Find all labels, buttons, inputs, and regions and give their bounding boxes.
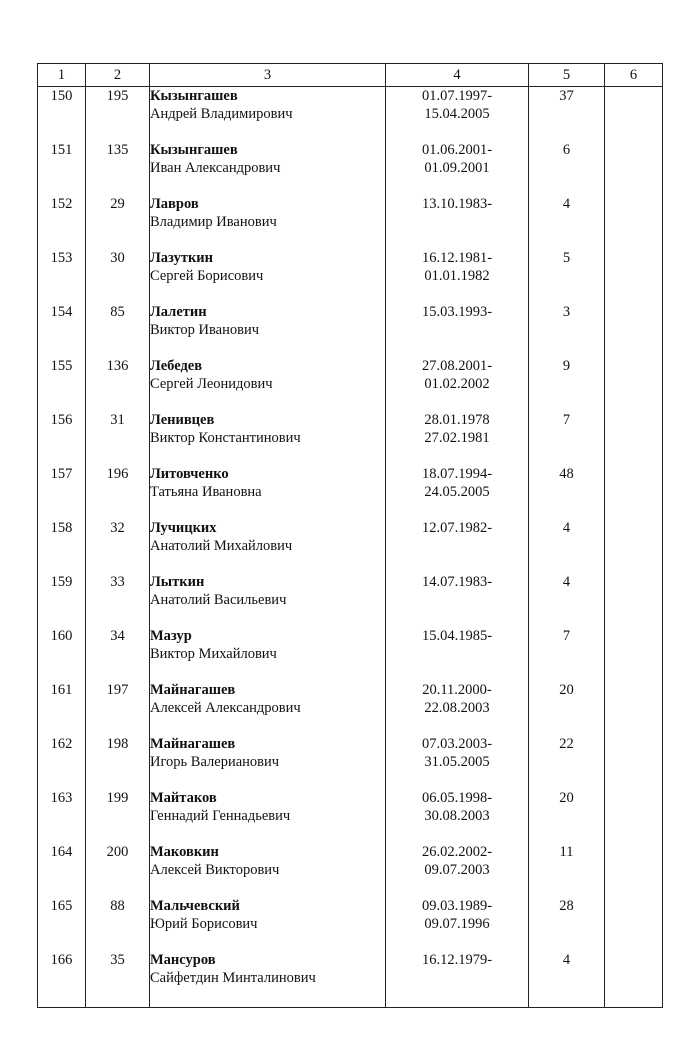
date-to: 31.05.2005 (424, 753, 490, 770)
period-cell (386, 303, 529, 357)
period-cell (386, 789, 529, 843)
date-to: 09.07.1996 (424, 915, 490, 932)
row-number: 166 (38, 951, 86, 1008)
surname: Мальчевский (150, 897, 240, 914)
person-cell (150, 735, 386, 789)
date-from: 15.04.1985- (421, 627, 493, 644)
note-cell (605, 519, 663, 573)
column-header-3: 3 (150, 64, 386, 87)
value-cell: 20 (529, 681, 605, 735)
note-cell (605, 735, 663, 789)
person-cell (150, 465, 386, 519)
table-row (38, 249, 663, 303)
person-cell (150, 951, 386, 1008)
given-names: Геннадий Геннадьевич (150, 807, 291, 824)
record-id: 196 (86, 465, 150, 519)
record-id: 30 (86, 249, 150, 303)
period-cell (386, 951, 529, 1008)
date-to: 01.09.2001 (424, 159, 490, 176)
table-row (38, 897, 663, 951)
value-cell: 7 (529, 411, 605, 465)
note-cell (605, 843, 663, 897)
row-number: 162 (38, 735, 86, 789)
row-number: 164 (38, 843, 86, 897)
person-cell (150, 303, 386, 357)
value-cell: 7 (529, 627, 605, 681)
record-id: 33 (86, 573, 150, 627)
surname: Лалетин (150, 303, 207, 320)
table-row (38, 573, 663, 627)
record-id: 85 (86, 303, 150, 357)
surname: Лебедев (150, 357, 203, 374)
value-cell: 11 (529, 843, 605, 897)
record-id: 200 (86, 843, 150, 897)
date-from: 14.07.1983- (421, 573, 493, 590)
date-from: 20.11.2000- (422, 681, 492, 698)
row-number: 165 (38, 897, 86, 951)
note-cell (605, 195, 663, 249)
note-cell (605, 357, 663, 411)
date-from: 18.07.1994- (421, 465, 493, 482)
value-cell: 4 (529, 195, 605, 249)
value-cell: 4 (529, 519, 605, 573)
column-header-6: 6 (605, 64, 663, 87)
value-cell: 3 (529, 303, 605, 357)
period-cell (386, 573, 529, 627)
value-cell: 4 (529, 951, 605, 1008)
value-cell: 48 (529, 465, 605, 519)
row-number: 163 (38, 789, 86, 843)
row-number: 159 (38, 573, 86, 627)
period-cell (386, 735, 529, 789)
given-names: Владимир Иванович (150, 213, 277, 230)
row-number: 158 (38, 519, 86, 573)
period-cell (386, 519, 529, 573)
value-cell: 28 (529, 897, 605, 951)
person-cell (150, 681, 386, 735)
date-to: 27.02.1981 (424, 429, 490, 446)
given-names: Виктор Иванович (150, 321, 260, 338)
row-number: 150 (38, 87, 86, 141)
person-cell (150, 573, 386, 627)
record-id: 197 (86, 681, 150, 735)
date-from: 09.03.1989- (421, 897, 493, 914)
surname: Ленивцев (150, 411, 215, 428)
value-cell: 5 (529, 249, 605, 303)
table-row (38, 519, 663, 573)
note-cell (605, 141, 663, 195)
given-names: Сергей Леонидович (150, 375, 273, 392)
surname: Лавров (150, 195, 199, 212)
period-cell (386, 195, 529, 249)
record-id: 35 (86, 951, 150, 1008)
record-id: 34 (86, 627, 150, 681)
date-to: 30.08.2003 (424, 807, 490, 824)
row-number: 154 (38, 303, 86, 357)
table-row (38, 195, 663, 249)
note-cell (605, 411, 663, 465)
surname: Лучицких (150, 519, 217, 536)
value-cell: 22 (529, 735, 605, 789)
person-cell (150, 897, 386, 951)
table-row (38, 303, 663, 357)
table-row (38, 465, 663, 519)
date-from: 01.07.1997- (421, 88, 493, 104)
given-names: Алексей Александрович (150, 699, 301, 716)
given-names: Виктор Константинович (150, 429, 301, 446)
table-row (38, 627, 663, 681)
period-cell (386, 141, 529, 195)
period-cell (386, 681, 529, 735)
date-to: 01.02.2002 (424, 375, 490, 392)
period-cell (386, 627, 529, 681)
date-from: 16.12.1979- (421, 951, 493, 968)
surname: Литовченко (150, 465, 229, 482)
date-from: 06.05.1998- (421, 789, 493, 806)
period-cell (386, 249, 529, 303)
value-cell: 20 (529, 789, 605, 843)
date-to: 09.07.2003 (424, 861, 490, 878)
table-row (38, 789, 663, 843)
header-row (38, 64, 663, 87)
note-cell (605, 681, 663, 735)
person-cell (150, 195, 386, 249)
date-to: 22.08.2003 (424, 699, 490, 716)
given-names: Анатолий Михайлович (150, 537, 293, 554)
date-to: 24.05.2005 (424, 483, 490, 500)
row-number: 153 (38, 249, 86, 303)
given-names: Сайфетдин Минталинович (150, 969, 316, 986)
person-cell (150, 411, 386, 465)
column-header-1: 1 (38, 64, 86, 87)
record-id: 88 (86, 897, 150, 951)
date-from: 27.08.2001- (421, 357, 493, 374)
record-id: 135 (86, 141, 150, 195)
table-row (38, 735, 663, 789)
column-header-4: 4 (386, 64, 529, 87)
row-number: 161 (38, 681, 86, 735)
value-cell: 6 (529, 141, 605, 195)
surname: Лыткин (150, 573, 205, 590)
records-table (37, 63, 663, 1008)
value-cell: 4 (529, 573, 605, 627)
date-from: 07.03.2003- (421, 735, 493, 752)
surname: Майнагашев (150, 681, 236, 698)
column-header-5: 5 (529, 64, 605, 87)
note-cell (605, 249, 663, 303)
table-row (38, 357, 663, 411)
row-number: 160 (38, 627, 86, 681)
note-cell (605, 897, 663, 951)
column-header-2: 2 (86, 64, 150, 87)
table-row (38, 951, 663, 1008)
period-cell (386, 843, 529, 897)
given-names: Алексей Викторович (150, 861, 280, 878)
value-cell: 9 (529, 357, 605, 411)
period-cell (386, 897, 529, 951)
table-row (38, 411, 663, 465)
surname: Кызынгашев (150, 141, 238, 158)
table-row (38, 681, 663, 735)
row-number: 156 (38, 411, 86, 465)
date-from: 16.12.1981- (421, 249, 493, 266)
record-id: 136 (86, 357, 150, 411)
person-cell (150, 249, 386, 303)
table-body (38, 87, 663, 1008)
person-cell (150, 789, 386, 843)
period-cell (386, 87, 529, 141)
date-to: 01.01.1982 (424, 267, 490, 284)
given-names: Андрей Владимирович (150, 106, 293, 122)
note-cell (605, 789, 663, 843)
row-number: 157 (38, 465, 86, 519)
given-names: Анатолий Васильевич (150, 591, 287, 608)
table-row (38, 843, 663, 897)
date-from: 01.06.2001- (421, 141, 493, 158)
given-names: Виктор Михайлович (150, 645, 277, 662)
row-number: 155 (38, 357, 86, 411)
surname: Мазур (150, 627, 192, 644)
record-id: 31 (86, 411, 150, 465)
note-cell (605, 627, 663, 681)
row-number: 152 (38, 195, 86, 249)
date-from: 26.02.2002- (421, 843, 493, 860)
surname: Маковкин (150, 843, 219, 860)
record-id: 199 (86, 789, 150, 843)
note-cell (605, 951, 663, 1008)
given-names: Юрий Борисович (150, 915, 258, 932)
person-cell (150, 519, 386, 573)
person-cell (150, 357, 386, 411)
person-cell (150, 141, 386, 195)
date-from: 28.01.1978 (424, 411, 490, 428)
period-cell (386, 465, 529, 519)
record-id: 195 (86, 87, 150, 141)
period-cell (386, 357, 529, 411)
value-cell: 37 (529, 87, 605, 141)
note-cell (605, 303, 663, 357)
record-id: 32 (86, 519, 150, 573)
note-cell (605, 465, 663, 519)
person-cell (150, 627, 386, 681)
date-from: 15.03.1993- (421, 303, 493, 320)
given-names: Татьяна Ивановна (150, 483, 262, 500)
note-cell (605, 573, 663, 627)
given-names: Сергей Борисович (150, 267, 264, 284)
record-id: 198 (86, 735, 150, 789)
date-from: 13.10.1983- (421, 195, 493, 212)
given-names: Иван Александрович (150, 159, 281, 176)
person-cell (150, 87, 386, 141)
given-names: Игорь Валерианович (150, 753, 280, 770)
date-to: 15.04.2005 (424, 106, 490, 122)
surname: Майтаков (150, 789, 217, 806)
table-row (38, 141, 663, 195)
table-row (38, 87, 663, 141)
note-cell (605, 87, 663, 141)
record-id: 29 (86, 195, 150, 249)
surname: Майнагашев (150, 735, 236, 752)
surname: Кызынгашев (150, 88, 238, 104)
person-cell (150, 843, 386, 897)
period-cell (386, 411, 529, 465)
surname: Лазуткин (150, 249, 214, 266)
surname: Мансуров (150, 951, 216, 968)
date-from: 12.07.1982- (421, 519, 493, 536)
row-number: 151 (38, 141, 86, 195)
